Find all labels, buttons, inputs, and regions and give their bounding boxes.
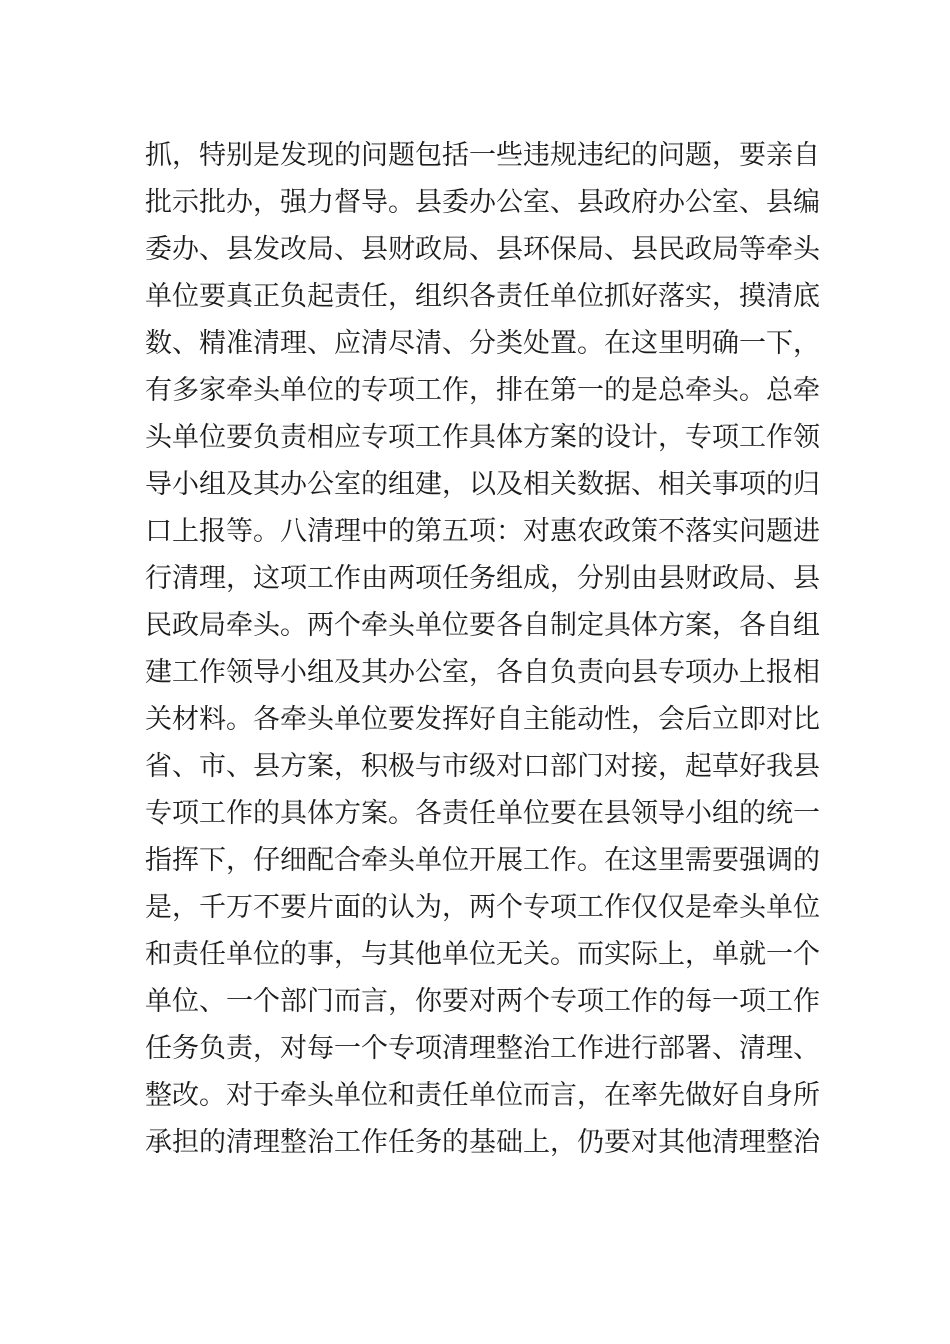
text-line: 指挥下，仔细配合牵头单位开展工作。在这里需要强调的	[145, 845, 820, 876]
text-line: 专项工作的具体方案。各责任单位要在县领导小组的统一	[145, 798, 820, 829]
text-line: 头单位要负责相应专项工作具体方案的设计，专项工作领	[145, 422, 820, 453]
text-line: 数、精准清理、应清尽清、分类处置。在这里明确一下，	[145, 328, 820, 359]
text-line: 省、市、县方案，积极与市级对口部门对接，起草好我县	[145, 751, 820, 782]
text-line: 口上报等。八清理中的第五项：对惠农政策不落实问题进	[145, 516, 820, 547]
text-line: 是，千万不要片面的认为，两个专项工作仅仅是牵头单位	[145, 892, 820, 923]
text-line: 整改。对于牵头单位和责任单位而言，在率先做好自身所	[145, 1080, 820, 1111]
text-line: 批示批办，强力督导。县委办公室、县政府办公室、县编	[145, 187, 820, 218]
text-line: 有多家牵头单位的专项工作，排在第一的是总牵头。总牵	[145, 375, 820, 406]
text-line: 委办、县发改局、县财政局、县环保局、县民政局等牵头	[145, 234, 820, 265]
body-paragraph	[145, 132, 825, 1166]
text-line: 行清理，这项工作由两项任务组成，分别由县财政局、县	[145, 563, 820, 594]
text-line: 任务负责，对每一个专项清理整治工作进行部署、清理、	[145, 1033, 820, 1064]
text-line: 单位要真正负起责任，组织各责任单位抓好落实，摸清底	[145, 281, 820, 312]
text-line: 关材料。各牵头单位要发挥好自主能动性，会后立即对比	[145, 704, 820, 735]
text-line: 民政局牵头。两个牵头单位要各自制定具体方案，各自组	[145, 610, 820, 641]
text-line: 建工作领导小组及其办公室，各自负责向县专项办上报相	[145, 657, 820, 688]
text-line: 承担的清理整治工作任务的基础上，仍要对其他清理整治	[145, 1127, 820, 1158]
text-line: 和责任单位的事，与其他单位无关。而实际上，单就一个	[145, 939, 820, 970]
text-line: 抓，特别是发现的问题包括一些违规违纪的问题，要亲自	[145, 140, 820, 171]
text-line: 导小组及其办公室的组建，以及相关数据、相关事项的归	[145, 469, 820, 500]
text-line: 单位、一个部门而言，你要对两个专项工作的每一项工作	[145, 986, 820, 1017]
